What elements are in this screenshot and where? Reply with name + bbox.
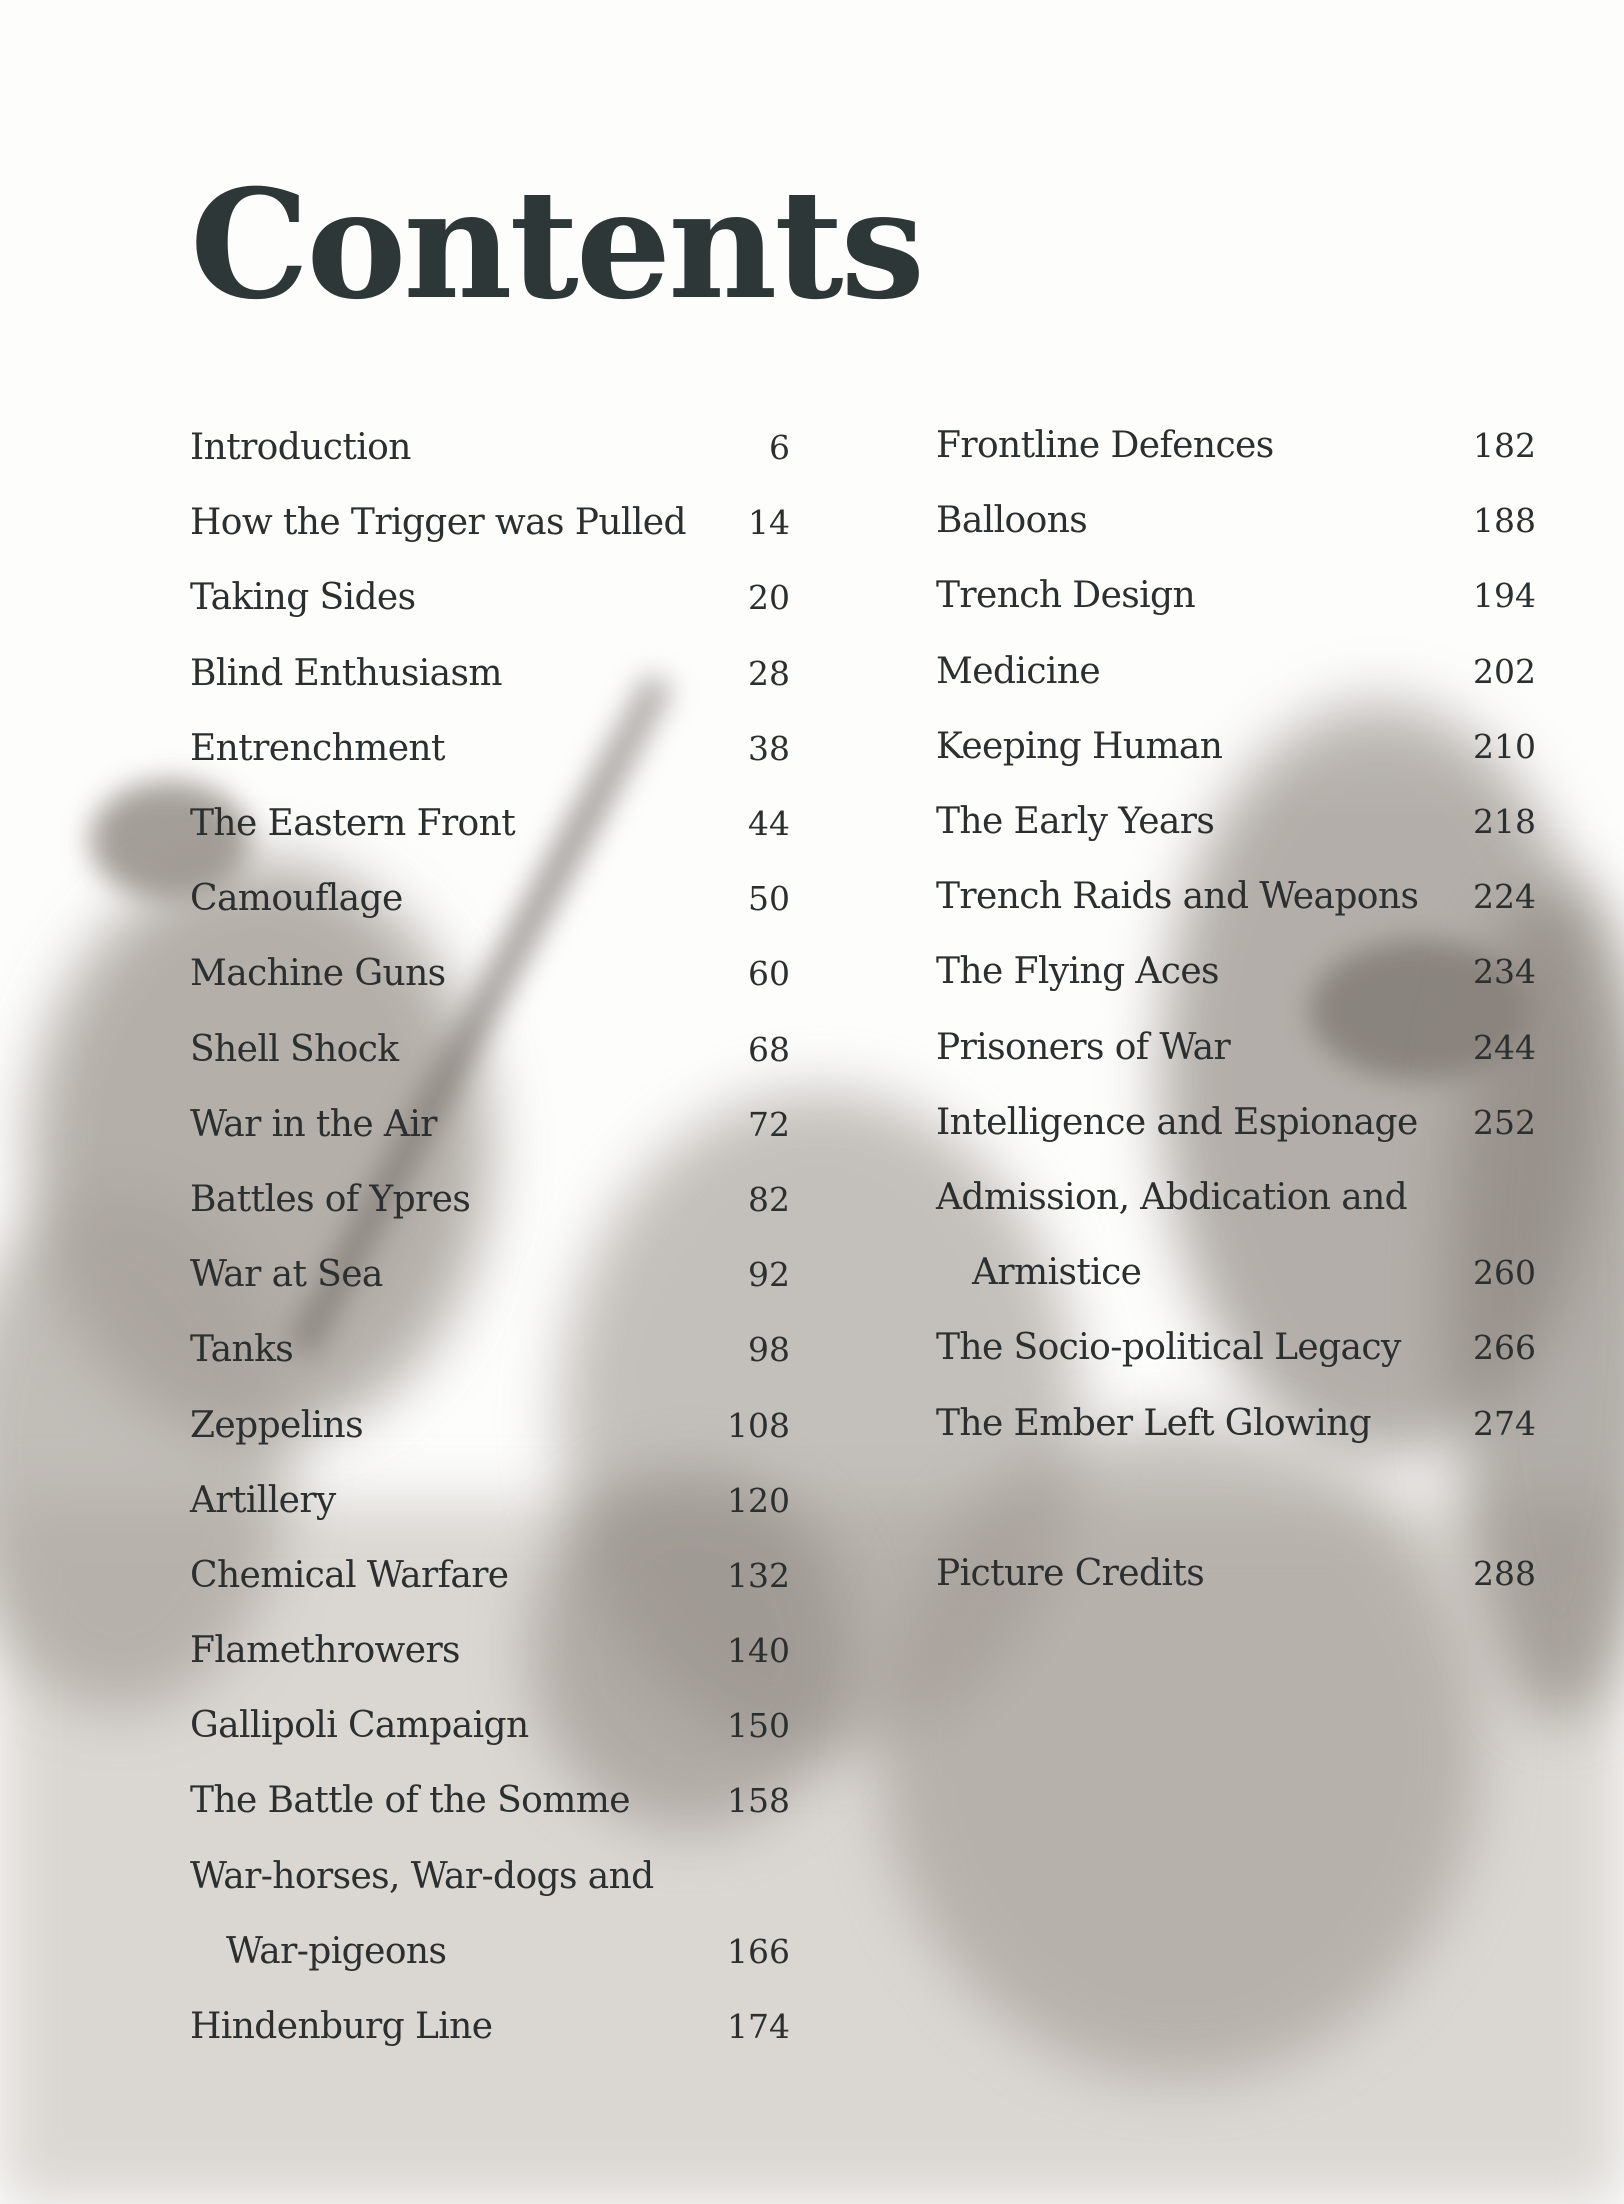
toc-entry[interactable] bbox=[190, 1763, 790, 1838]
toc-entry[interactable] bbox=[190, 636, 790, 711]
toc-entry[interactable] bbox=[936, 1160, 1536, 1235]
toc-entry-title: The Battle of the Somme bbox=[190, 1780, 631, 1822]
toc-entry-page: 234 bbox=[1473, 952, 1536, 992]
toc-entry-page: 224 bbox=[1473, 877, 1536, 917]
toc-entry-page: 244 bbox=[1473, 1027, 1536, 1067]
toc-entry-page: 260 bbox=[1473, 1253, 1536, 1293]
toc-entry[interactable] bbox=[190, 1237, 790, 1312]
toc-entry-title: The Ember Left Glowing bbox=[936, 1402, 1372, 1444]
toc-entry[interactable] bbox=[190, 1688, 790, 1763]
toc-entry[interactable] bbox=[936, 408, 1536, 483]
toc-entry-page: 108 bbox=[727, 1405, 790, 1445]
toc-entry[interactable] bbox=[936, 483, 1536, 558]
toc-entry-title: Trench Raids and Weapons bbox=[936, 876, 1419, 918]
toc-entry[interactable] bbox=[190, 861, 790, 936]
toc-entry-title: The Socio-political Legacy bbox=[936, 1327, 1401, 1369]
toc-entry[interactable] bbox=[936, 634, 1536, 709]
toc-entry-title: Frontline Defences bbox=[936, 425, 1274, 467]
toc-entry[interactable] bbox=[190, 1463, 790, 1538]
toc-entry-title: Artillery bbox=[190, 1479, 336, 1521]
toc-entry[interactable] bbox=[190, 1312, 790, 1387]
toc-entry-page: 288 bbox=[1473, 1553, 1536, 1593]
toc-entry-title: Picture Credits bbox=[936, 1552, 1205, 1594]
toc-entry[interactable] bbox=[936, 1385, 1536, 1460]
toc-entry-title: Camouflage bbox=[190, 878, 403, 920]
toc-entry-title: War at Sea bbox=[190, 1254, 383, 1296]
toc-entry-page: 132 bbox=[727, 1555, 790, 1595]
toc-entry-title: Admission, Abdication and bbox=[936, 1176, 1408, 1218]
toc-entry-title: Blind Enthusiasm bbox=[190, 652, 502, 694]
toc-entry[interactable] bbox=[190, 1613, 790, 1688]
toc-entry-page: 174 bbox=[727, 2007, 790, 2047]
toc-entry-page: 50 bbox=[748, 879, 790, 919]
toc-entry[interactable] bbox=[190, 1839, 790, 1914]
toc-entry-title: Flamethrowers bbox=[190, 1630, 460, 1672]
toc-entry-title: Keeping Human bbox=[936, 725, 1223, 767]
page-title: Contents bbox=[190, 157, 923, 333]
toc-entry[interactable] bbox=[190, 786, 790, 861]
toc-entry-page: 68 bbox=[748, 1029, 790, 1069]
toc-entry[interactable] bbox=[936, 934, 1536, 1009]
toc-entry-page: 252 bbox=[1473, 1102, 1536, 1142]
toc-entry-page: 182 bbox=[1473, 426, 1536, 466]
toc-entry-title: Chemical Warfare bbox=[190, 1554, 509, 1596]
toc-entry[interactable] bbox=[190, 1162, 790, 1237]
toc-entry-title: Battles of Ypres bbox=[190, 1178, 471, 1220]
toc-entry-page: 158 bbox=[727, 1781, 790, 1821]
toc-entry-title: Hindenburg Line bbox=[190, 2006, 493, 2048]
toc-entry-page: 20 bbox=[748, 578, 790, 618]
toc-entry-title: Zeppelins bbox=[190, 1404, 364, 1446]
toc-entry-page: 202 bbox=[1473, 651, 1536, 691]
toc-entry-page: 120 bbox=[727, 1480, 790, 1520]
toc-entry[interactable] bbox=[190, 1538, 790, 1613]
toc-entry-page: 194 bbox=[1473, 576, 1536, 616]
toc-entry-page: 210 bbox=[1473, 726, 1536, 766]
toc-entry[interactable] bbox=[190, 1989, 790, 2064]
toc-entry-page: 218 bbox=[1473, 802, 1536, 842]
toc-entry-page: 28 bbox=[748, 653, 790, 693]
toc-entry-page: 188 bbox=[1473, 501, 1536, 541]
toc-entry-page: 140 bbox=[727, 1631, 790, 1671]
toc-entry-title: Intelligence and Espionage bbox=[936, 1101, 1418, 1143]
toc-entry-title: War in the Air bbox=[190, 1103, 437, 1145]
toc-entry-title: How the Trigger was Pulled bbox=[190, 502, 686, 544]
toc-entry-page: 274 bbox=[1473, 1403, 1536, 1443]
toc-entry[interactable] bbox=[190, 1387, 790, 1462]
toc-entry[interactable] bbox=[936, 1310, 1536, 1385]
toc-entry-title: Gallipoli Campaign bbox=[190, 1705, 529, 1747]
toc-entry-title: Introduction bbox=[190, 427, 411, 469]
toc-entry-continuation[interactable] bbox=[936, 1235, 1536, 1310]
toc-entry-title: Shell Shock bbox=[190, 1028, 399, 1070]
toc-entry-title: Balloons bbox=[936, 500, 1088, 542]
toc-entry[interactable] bbox=[190, 936, 790, 1011]
toc-entry-title: Medicine bbox=[936, 650, 1101, 692]
toc-entry-page: 98 bbox=[748, 1330, 790, 1370]
toc-entry[interactable] bbox=[190, 711, 790, 786]
toc-entry-title: Armistice bbox=[972, 1252, 1142, 1294]
toc-entry-page: 72 bbox=[748, 1104, 790, 1144]
toc-entry-title: The Eastern Front bbox=[190, 803, 516, 845]
toc-entry-page: 44 bbox=[748, 804, 790, 844]
toc-entry[interactable] bbox=[936, 784, 1536, 859]
toc-entry-picture-credits[interactable] bbox=[936, 1536, 1536, 1611]
toc-entry-page: 38 bbox=[748, 728, 790, 768]
toc-entry-title: War-horses, War-dogs and bbox=[190, 1855, 654, 1897]
toc-entry-title: Entrenchment bbox=[190, 727, 445, 769]
toc-left-column bbox=[190, 410, 790, 2064]
toc-entry-title: Tanks bbox=[190, 1329, 294, 1371]
toc-entry-title: The Flying Aces bbox=[936, 951, 1219, 993]
toc-entry-page: 150 bbox=[727, 1706, 790, 1746]
toc-entry-page: 92 bbox=[748, 1255, 790, 1295]
toc-entry[interactable] bbox=[936, 1010, 1536, 1085]
toc-entry-page: 14 bbox=[748, 503, 790, 543]
toc-entry-continuation[interactable] bbox=[190, 1914, 790, 1989]
toc-entry[interactable] bbox=[190, 485, 790, 560]
toc-entry[interactable] bbox=[190, 1012, 790, 1087]
toc-entry-page: 266 bbox=[1473, 1328, 1536, 1368]
toc-entry[interactable] bbox=[190, 410, 790, 485]
toc-entry[interactable] bbox=[936, 558, 1536, 633]
toc-entry-title: The Early Years bbox=[936, 801, 1215, 843]
toc-entry-title: Trench Design bbox=[936, 575, 1196, 617]
toc-entry[interactable] bbox=[190, 560, 790, 635]
toc-entry-page: 166 bbox=[727, 1931, 790, 1971]
toc-entry-page: 60 bbox=[748, 954, 790, 994]
toc-entry-title: War-pigeons bbox=[226, 1930, 447, 1972]
toc-entry[interactable] bbox=[190, 1087, 790, 1162]
toc-spacer bbox=[936, 1461, 1536, 1536]
toc-entry-title: Prisoners of War bbox=[936, 1026, 1231, 1068]
toc-entry-page: 6 bbox=[769, 428, 790, 468]
toc-entry[interactable] bbox=[936, 1085, 1536, 1160]
toc-entry[interactable] bbox=[936, 859, 1536, 934]
toc-right-column bbox=[936, 408, 1536, 1611]
toc-entry[interactable] bbox=[936, 709, 1536, 784]
toc-entry-page: 82 bbox=[748, 1179, 790, 1219]
toc-entry-title: Taking Sides bbox=[190, 577, 416, 619]
toc-entry-title: Machine Guns bbox=[190, 953, 446, 995]
